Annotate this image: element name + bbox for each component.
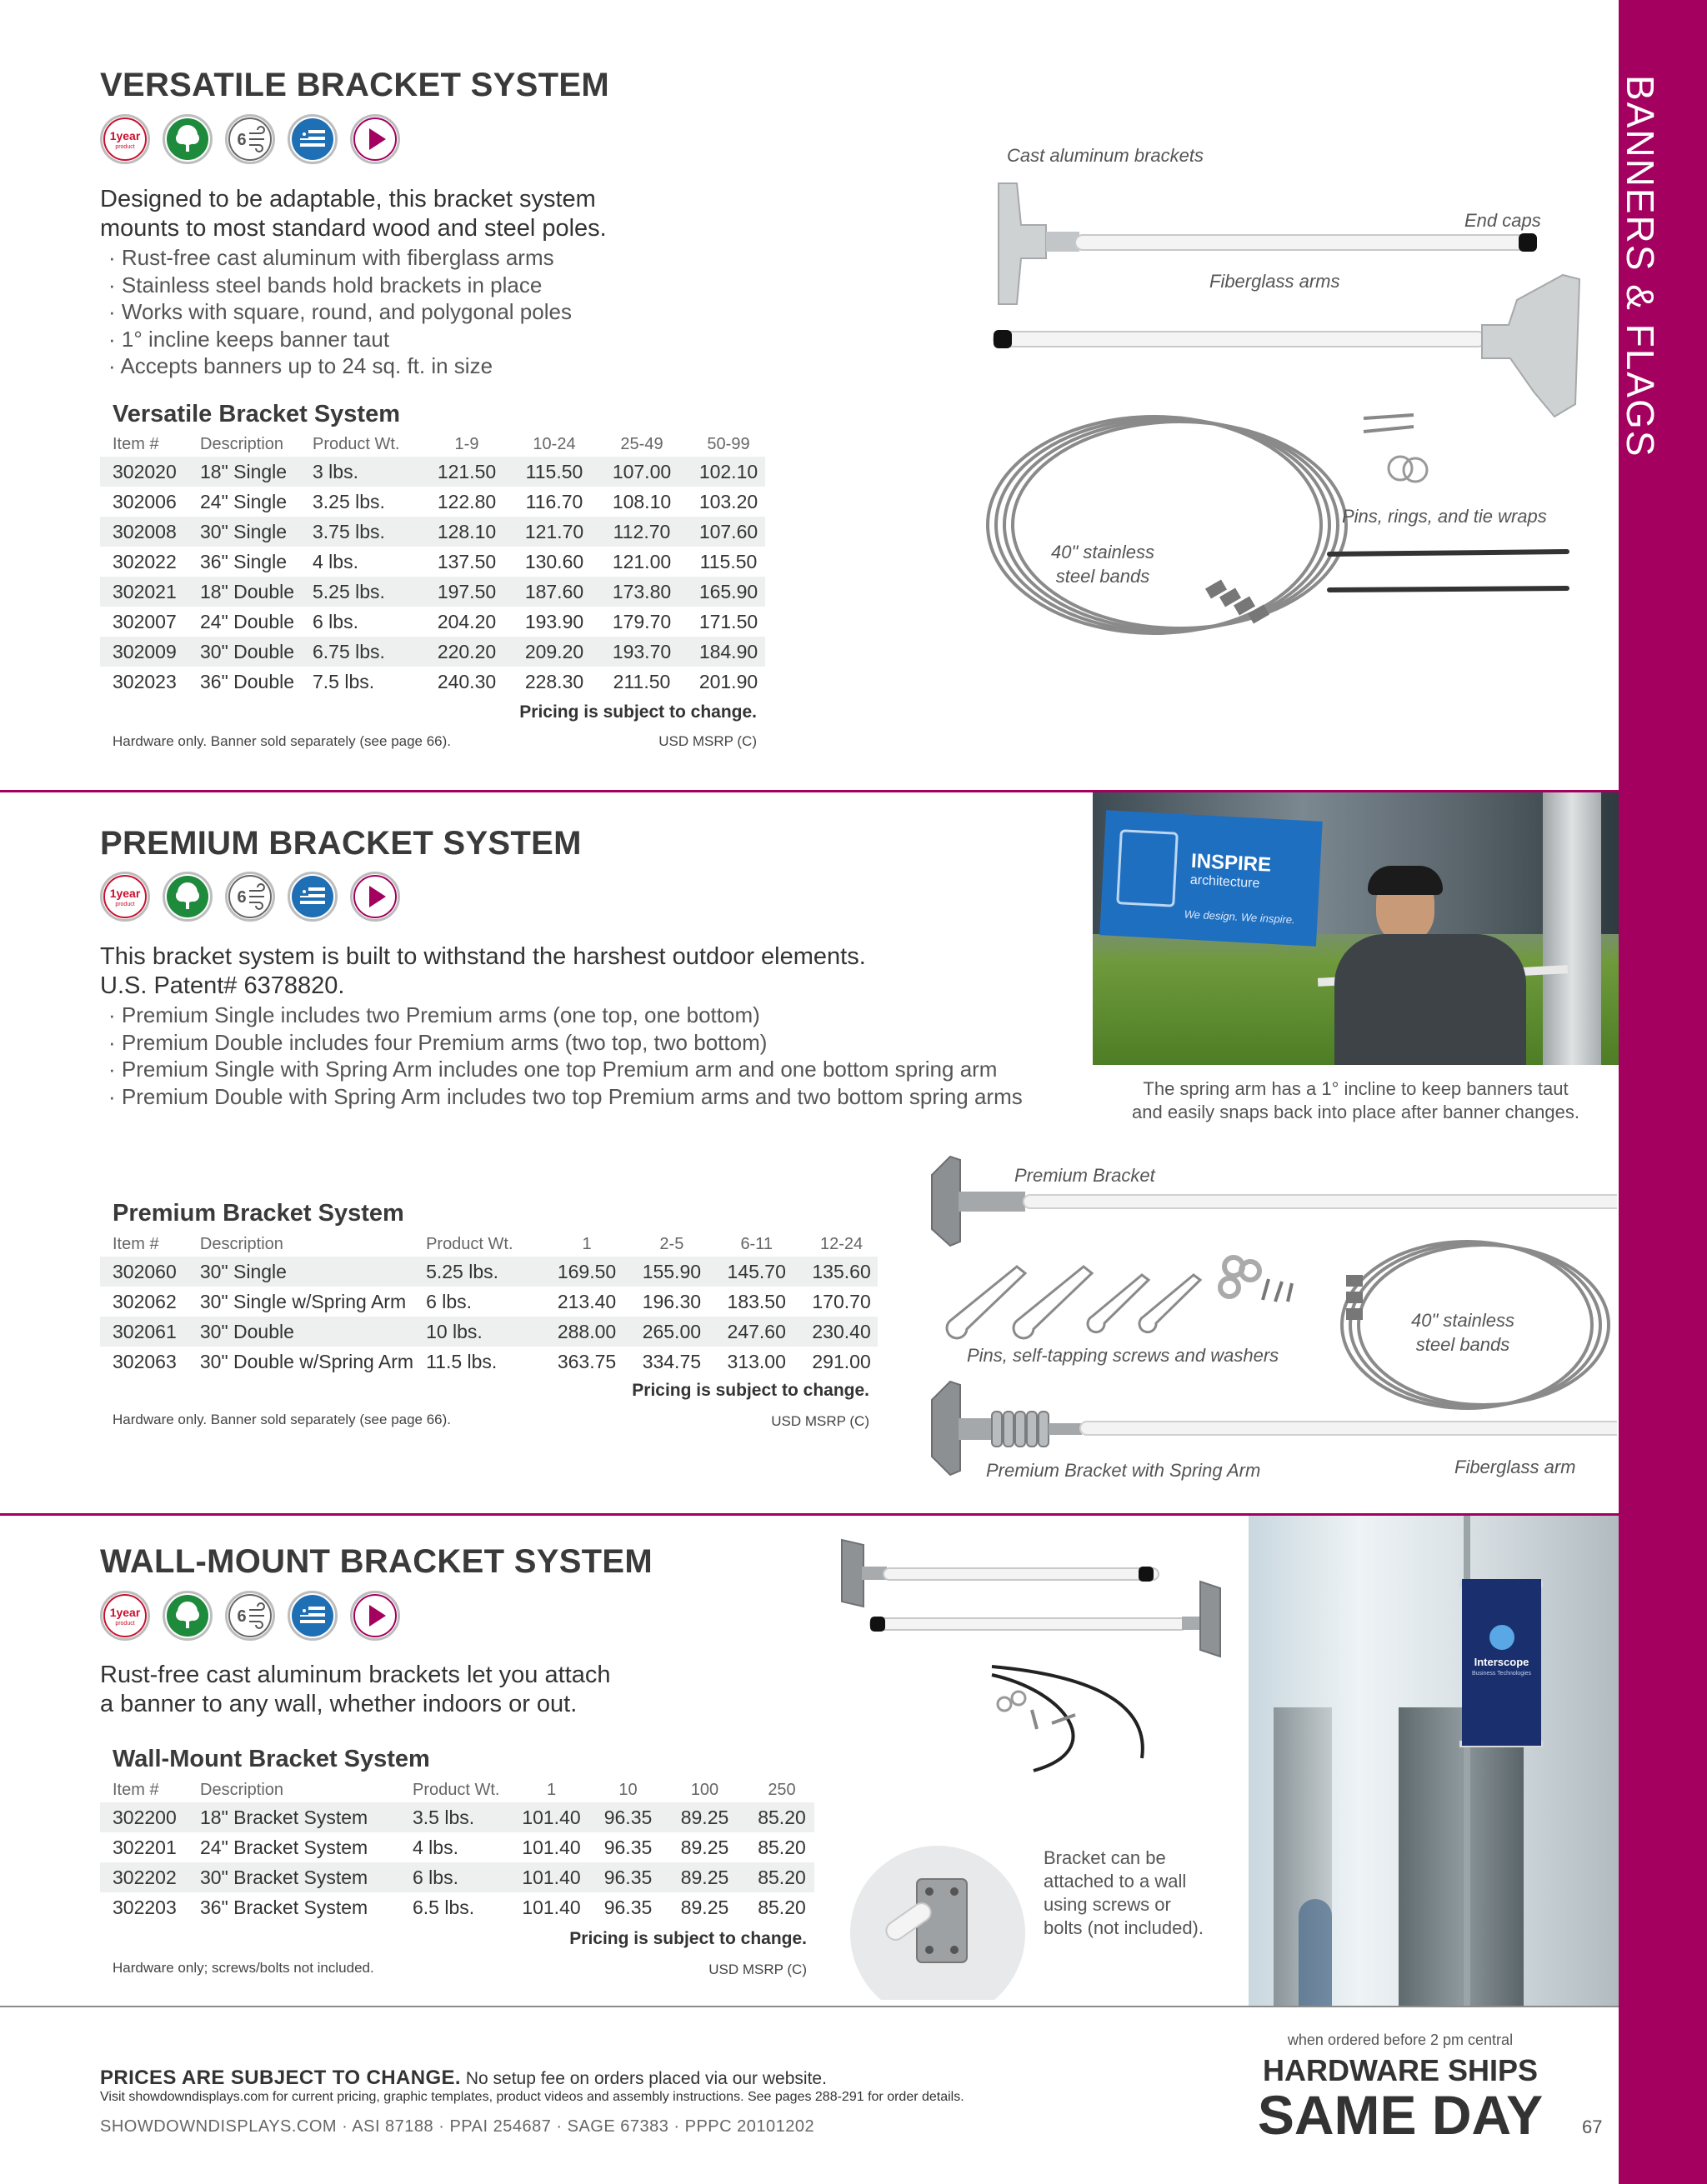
cast-bracket-top — [999, 183, 1079, 304]
caption-fiberglass-arm: Fiberglass arm — [1454, 1457, 1576, 1477]
table-cell: 302203 — [113, 1896, 177, 1918]
versatile-intro — [100, 185, 607, 243]
column-header: Item # — [113, 434, 159, 453]
caption-steel-bands-line-1: 40" stainless — [1411, 1310, 1514, 1331]
column-header: 2-5 — [659, 1234, 684, 1253]
feature-item: · Premium Single with Spring Arm includes one top Premium arm and one bottom spring arm — [108, 1056, 1023, 1083]
feature-item: · Premium Double with Spring Arm includes two top Premium arms and two bottom spring arms — [108, 1083, 1023, 1111]
premium-title: PREMIUM BRACKET SYSTEM — [100, 825, 582, 862]
table-cell: 204.20 — [437, 610, 497, 632]
premium-badge-row — [100, 872, 400, 922]
table-cell: 30" Single — [200, 520, 288, 542]
table-cell: 24" Single — [200, 490, 288, 512]
svg-text:product: product — [115, 144, 135, 150]
wind-rating-icon — [225, 1591, 275, 1641]
ship-note-small: when ordered before 2 pm central — [1287, 2032, 1514, 2048]
table-cell: 115.50 — [699, 550, 758, 572]
table-row — [100, 667, 765, 697]
table-cell: 184.90 — [698, 640, 758, 662]
premium-patent-line: U.S. Patent# 6378820. — [100, 972, 345, 999]
table-cell: 89.25 — [680, 1896, 729, 1918]
table-cell: 6 lbs. — [313, 610, 358, 632]
table-cell: 122.80 — [437, 490, 497, 512]
table-cell: 201.90 — [698, 670, 758, 692]
table-cell: 145.70 — [727, 1260, 786, 1282]
footer-divider — [0, 2006, 1619, 2007]
photo-person-blur — [1299, 1899, 1332, 2006]
svg-text:6: 6 — [237, 888, 247, 907]
photo-pole — [1543, 792, 1601, 1065]
table-cell: 30" Double — [199, 1320, 294, 1342]
table-cell: 302202 — [113, 1866, 177, 1888]
column-header: 250 — [768, 1780, 796, 1799]
wall-mount-table-title: Wall-Mount Bracket System — [113, 1746, 430, 1772]
table-cell: 302062 — [113, 1290, 177, 1312]
column-header: 25-49 — [620, 434, 663, 453]
table-cell: 30" Bracket System — [200, 1866, 368, 1888]
one-year-warranty-icon — [100, 1591, 150, 1641]
table-cell: 18" Bracket System — [200, 1806, 368, 1828]
usa-flag-icon — [288, 1591, 338, 1641]
ship-note-big: SAME DAY — [1257, 2084, 1544, 2146]
table-cell: 36" Single — [200, 550, 288, 572]
table-cell: 3.75 lbs. — [313, 520, 385, 542]
versatile-price-table — [100, 432, 765, 697]
caption-steel-bands-line-1: 40" stainless — [1051, 542, 1154, 562]
table-cell: 89.25 — [680, 1866, 729, 1888]
feature-item: · Premium Double includes four Premium arms (two top, two bottom) — [108, 1029, 1023, 1057]
wall-mount-price-table — [100, 1777, 814, 1922]
table-cell: 18" Double — [200, 580, 295, 602]
table-cell: 171.50 — [698, 610, 758, 632]
table-cell: 313.00 — [727, 1350, 786, 1372]
caption-steel-bands — [1049, 540, 1157, 588]
table-cell: 173.80 — [612, 580, 672, 602]
column-header: 6-11 — [740, 1234, 773, 1253]
table-cell: 36" Bracket System — [200, 1896, 368, 1918]
hardware-note: Hardware only. Banner sold separately (see page 66). — [113, 1412, 452, 1427]
banner-logo-icon — [1116, 829, 1179, 907]
usa-flag-icon — [288, 114, 338, 164]
caption-steel-bands-line-2: steel bands — [1055, 566, 1150, 587]
wall-bracket-top — [842, 1540, 1159, 1607]
table-cell: 179.70 — [612, 610, 672, 632]
wall-mount-title: WALL-MOUNT BRACKET SYSTEM — [100, 1543, 653, 1580]
table-cell: 302023 — [113, 670, 177, 692]
band-clamps — [1346, 1275, 1363, 1320]
versatile-features-list — [108, 244, 572, 380]
premium-photo-caption-line-2: and easily snaps back into place after banner changes. — [1132, 1102, 1579, 1122]
table-cell: 3.25 lbs. — [313, 490, 385, 512]
premium-table-title: Premium Bracket System — [113, 1200, 404, 1227]
wall-plate-closeup — [850, 1846, 1025, 2000]
versatile-table-title: Versatile Bracket System — [113, 401, 400, 427]
stainless-steel-bands — [988, 417, 1346, 633]
table-cell: 155.90 — [642, 1260, 702, 1282]
hardware-note: Hardware only. Banner sold separately (see page 66). — [113, 733, 452, 749]
end-cap-icon — [1519, 233, 1537, 252]
banner-title: Interscope — [1474, 1656, 1529, 1668]
pricing-note: Pricing is subject to change. — [569, 1929, 807, 1948]
table-cell: 96.35 — [603, 1836, 653, 1858]
table-cell: 363.75 — [557, 1350, 617, 1372]
table-cell: 183.50 — [727, 1290, 786, 1312]
versatile-badge-row — [100, 114, 400, 164]
video-play-icon[interactable] — [350, 114, 400, 164]
table-row — [100, 1287, 878, 1317]
footer-prices-line — [100, 2067, 827, 2090]
end-cap-icon — [994, 330, 1012, 348]
caption-fiberglass-arms: Fiberglass arms — [1209, 271, 1340, 292]
premium-price-table — [100, 1232, 878, 1377]
table-cell: 89.25 — [680, 1806, 729, 1828]
versatile-intro-line-2: mounts to most standard wood and steel poles. — [100, 215, 607, 242]
table-cell: 85.20 — [758, 1866, 806, 1888]
table-cell: 196.30 — [642, 1290, 702, 1312]
table-row — [100, 1832, 814, 1862]
column-header: Product Wt. — [426, 1234, 513, 1253]
feature-item: · Rust-free cast aluminum with fiberglass arms — [108, 244, 572, 272]
footer-visit-line: Visit showdowndisplays.com for current pricing, graphic templates, product videos and assembly instructions. See pages 288-291 for order details. — [100, 2090, 964, 2104]
premium-pins — [947, 1267, 1200, 1338]
table-cell: 170.70 — [812, 1290, 871, 1312]
table-cell: 228.30 — [524, 670, 584, 692]
caption-cast-aluminum: Cast aluminum brackets — [1007, 145, 1204, 166]
wall-mount-intro — [100, 1661, 610, 1719]
column-header: 50-99 — [707, 434, 750, 453]
table-cell: 101.40 — [522, 1896, 581, 1918]
table-header-row — [100, 1232, 878, 1257]
table-cell: 30" Double w/Spring Arm — [199, 1350, 414, 1372]
feature-item: · Works with square, round, and polygonal poles — [108, 298, 572, 326]
table-row — [100, 1802, 814, 1832]
footer-prices-rest: No setup fee on orders placed via our website. — [461, 2069, 827, 2088]
premium-intro-line-1: This bracket system is built to withstand the harshest outdoor elements. — [100, 943, 866, 970]
table-cell: 302008 — [113, 520, 177, 542]
column-header: 100 — [690, 1780, 719, 1799]
table-cell: 165.90 — [698, 580, 758, 602]
table-cell: 6 lbs. — [413, 1866, 458, 1888]
table-cell: 302201 — [113, 1836, 177, 1858]
table-cell: 115.50 — [525, 460, 583, 482]
table-cell: 302022 — [113, 550, 177, 572]
table-cell: 240.30 — [437, 670, 497, 692]
table-cell: 187.60 — [524, 580, 584, 602]
column-header: 1-9 — [454, 434, 479, 453]
wall-mount-caption-line: attached to a wall — [1044, 1871, 1187, 1892]
premium-photo-caption-line-1: The spring arm has a 1° incline to keep banners taut — [1143, 1078, 1569, 1099]
one-year-warranty-icon — [100, 114, 150, 164]
table-cell: 101.40 — [522, 1866, 581, 1888]
table-cell: 302007 — [113, 610, 177, 632]
table-row — [100, 1317, 878, 1347]
column-header: 1 — [546, 1780, 557, 1799]
wall-mount-intro-line-1: Rust-free cast aluminum brackets let you attach — [100, 1662, 611, 1688]
column-header: 12-24 — [819, 1234, 864, 1253]
column-header: Description — [199, 1234, 283, 1253]
band-clamps — [1205, 579, 1269, 623]
svg-text:1year: 1year — [109, 1606, 141, 1619]
column-header: 10-24 — [533, 434, 576, 453]
banner-subtitle: architecture — [1189, 872, 1260, 892]
table-cell: 302009 — [113, 640, 177, 662]
table-cell: 247.60 — [727, 1320, 786, 1342]
table-cell: 85.20 — [758, 1896, 806, 1918]
table-cell: 85.20 — [758, 1836, 806, 1858]
wall-mount-caption-line: Bracket can be — [1044, 1847, 1166, 1868]
side-tab-label: BANNERS & FLAGS — [1619, 75, 1662, 458]
versatile-intro-line-1: Designed to be adaptable, this bracket system — [100, 186, 596, 212]
table-cell: 36" Double — [200, 670, 295, 692]
table-cell: 24" Bracket System — [200, 1836, 368, 1858]
table-row — [100, 1892, 814, 1922]
table-cell: 288.00 — [557, 1320, 617, 1342]
photo-hanging-banner — [1462, 1579, 1541, 1746]
currency-note: USD MSRP (C) — [708, 1962, 807, 1977]
table-cell: 96.35 — [603, 1896, 653, 1918]
banner-subtitle: Business Technologies — [1471, 1671, 1532, 1677]
table-cell: 85.20 — [758, 1806, 806, 1828]
table-row — [100, 1257, 878, 1287]
column-header: Product Wt. — [313, 434, 400, 453]
table-row — [100, 487, 765, 517]
column-header: Description — [200, 1780, 284, 1799]
table-cell: 24" Double — [200, 610, 295, 632]
table-cell: 112.70 — [613, 520, 671, 542]
wall-hardware — [992, 1667, 1143, 1771]
column-header: 1 — [582, 1234, 592, 1253]
table-cell: 5.25 lbs. — [426, 1260, 499, 1282]
svg-text:1year: 1year — [109, 887, 141, 900]
versatile-title: VERSATILE BRACKET SYSTEM — [100, 67, 609, 103]
table-cell: 96.35 — [603, 1806, 653, 1828]
caption-spring-arm: Premium Bracket with Spring Arm — [986, 1460, 1261, 1481]
table-row — [100, 607, 765, 637]
video-play-icon[interactable] — [350, 1591, 400, 1641]
versatile-product-illustration — [950, 167, 1600, 700]
table-cell: 101.40 — [522, 1806, 581, 1828]
column-header: 10 — [618, 1780, 638, 1799]
table-row — [100, 1862, 814, 1892]
table-cell: 197.50 — [437, 580, 497, 602]
table-header-row — [100, 432, 765, 457]
tie-wraps — [1329, 552, 1567, 590]
premium-features-list — [108, 1002, 1023, 1110]
pricing-note: Pricing is subject to change. — [632, 1381, 869, 1400]
table-row — [100, 1347, 878, 1377]
table-cell: 211.50 — [613, 670, 671, 692]
table-cell: 302200 — [113, 1806, 177, 1828]
table-cell: 5.25 lbs. — [313, 580, 385, 602]
wall-mount-caption — [1044, 1847, 1204, 1940]
table-cell: 302006 — [113, 490, 177, 512]
table-header-row — [100, 1777, 814, 1802]
table-cell: 220.20 — [437, 640, 497, 662]
svg-text:6: 6 — [237, 1607, 247, 1626]
table-cell: 130.60 — [524, 550, 584, 572]
usa-flag-icon — [288, 872, 338, 922]
wind-rating-icon — [225, 114, 275, 164]
table-cell: 334.75 — [642, 1350, 702, 1372]
table-cell: 102.10 — [698, 460, 758, 482]
table-row — [100, 457, 765, 487]
table-cell: 96.35 — [603, 1866, 653, 1888]
photo-banner — [1099, 810, 1322, 946]
table-cell: 11.5 lbs. — [426, 1350, 498, 1372]
table-row — [100, 517, 765, 547]
wall-mount-badge-row — [100, 1591, 400, 1641]
fiberglass-arm-bottom — [994, 332, 1485, 347]
tree-icon — [163, 872, 213, 922]
feature-item: · Premium Single includes two Premium arms (one top, one bottom) — [108, 1002, 1023, 1029]
svg-text:product: product — [115, 1621, 135, 1627]
column-header: Description — [200, 434, 284, 453]
svg-text:1year: 1year — [109, 129, 141, 142]
table-cell: 107.00 — [612, 460, 672, 482]
pricing-note: Pricing is subject to change. — [519, 702, 757, 722]
table-cell: 302020 — [113, 460, 177, 482]
currency-note: USD MSRP (C) — [658, 733, 757, 749]
footer-prices-bold: PRICES ARE SUBJECT TO CHANGE. — [100, 2067, 461, 2089]
caption-end-caps: End caps — [1464, 210, 1541, 231]
screws-and-washers — [1220, 1257, 1292, 1302]
table-cell: 6 lbs. — [426, 1290, 473, 1312]
table-cell: 121.70 — [524, 520, 584, 542]
feature-item: · 1° incline keeps banner taut — [108, 326, 572, 353]
table-row — [100, 637, 765, 667]
table-cell: 230.40 — [812, 1320, 871, 1342]
svg-text:product: product — [115, 902, 135, 907]
svg-text:6: 6 — [237, 131, 247, 149]
table-cell: 135.60 — [812, 1260, 871, 1282]
table-cell: 169.50 — [557, 1260, 617, 1282]
one-year-warranty-icon — [100, 872, 150, 922]
wall-bracket-bottom — [870, 1582, 1220, 1657]
table-cell: 121.50 — [437, 460, 497, 482]
table-cell: 89.25 — [680, 1836, 729, 1858]
table-cell: 302021 — [113, 580, 177, 602]
column-header: Item # — [113, 1234, 159, 1253]
table-cell: 121.00 — [612, 550, 672, 572]
caption-premium-steel-bands — [1409, 1308, 1517, 1357]
caption-premium-pins: Pins, self-tapping screws and washers — [967, 1345, 1279, 1366]
photo-person-sweater — [1334, 934, 1526, 1065]
table-cell: 193.70 — [612, 640, 672, 662]
banner-title: INSPIRE — [1190, 849, 1272, 877]
banner-tagline: We design. We inspire. — [1184, 907, 1296, 927]
video-play-icon[interactable] — [350, 872, 400, 922]
table-cell: 193.90 — [524, 610, 584, 632]
table-cell: 291.00 — [812, 1350, 871, 1372]
feature-item: · Stainless steel bands hold brackets in place — [108, 272, 572, 299]
banner-logo-icon — [1489, 1625, 1514, 1650]
premium-intro — [100, 942, 866, 1001]
table-cell: 108.10 — [612, 490, 672, 512]
column-header: Product Wt. — [413, 1780, 500, 1799]
photo-elevator-door — [1399, 1707, 1524, 2006]
table-cell: 137.50 — [437, 550, 497, 572]
premium-product-photo — [1093, 792, 1619, 1065]
table-cell: 209.20 — [524, 640, 584, 662]
table-cell: 302061 — [113, 1320, 177, 1342]
tree-icon — [163, 114, 213, 164]
table-cell: 107.60 — [698, 520, 758, 542]
table-cell: 10 lbs. — [426, 1320, 483, 1342]
table-cell: 6.5 lbs. — [413, 1896, 475, 1918]
table-cell: 213.40 — [557, 1290, 617, 1312]
table-cell: 101.40 — [522, 1836, 581, 1858]
feature-item: · Accepts banners up to 24 sq. ft. in size — [108, 352, 572, 380]
currency-note: USD MSRP (C) — [771, 1413, 869, 1429]
table-cell: 30" Double — [200, 640, 295, 662]
photo-person-hair — [1368, 866, 1443, 895]
wall-mount-caption-line: using screws or — [1044, 1894, 1171, 1915]
table-cell: 7.5 lbs. — [313, 670, 375, 692]
caption-premium-bracket: Premium Bracket — [1014, 1165, 1155, 1186]
table-row — [100, 577, 765, 607]
hardware-note: Hardware only; screws/bolts not included. — [113, 1960, 374, 1976]
wind-rating-icon — [225, 872, 275, 922]
table-cell: 265.00 — [642, 1320, 702, 1342]
fiberglass-arm-top — [1075, 235, 1534, 250]
table-cell: 30" Single w/Spring Arm — [199, 1290, 407, 1312]
table-cell: 18" Single — [200, 460, 288, 482]
cast-bracket-bottom — [1482, 275, 1579, 417]
table-cell: 4 lbs. — [313, 550, 358, 572]
caption-pins-rings: Pins, rings, and tie wraps — [1342, 506, 1547, 527]
table-cell: 6.75 lbs. — [313, 640, 385, 662]
table-cell: 3.5 lbs. — [413, 1806, 475, 1828]
wall-mount-caption-line: bolts (not included). — [1044, 1917, 1204, 1938]
premium-photo-caption — [1093, 1077, 1619, 1124]
table-row — [100, 547, 765, 577]
footer-ids-line: SHOWDOWNDISPLAYS.COM · ASI 87188 · PPAI 254687 · SAGE 67383 · PPPC 20101202 — [100, 2117, 815, 2136]
table-cell: 103.20 — [698, 490, 758, 512]
table-cell: 302060 — [113, 1260, 177, 1282]
column-header: Item # — [113, 1780, 159, 1799]
table-cell: 128.10 — [437, 520, 497, 542]
table-cell: 4 lbs. — [413, 1836, 458, 1858]
table-cell: 30" Single — [199, 1260, 287, 1282]
wall-mount-photo — [1249, 1516, 1619, 2006]
wall-mount-intro-line-2: a banner to any wall, whether indoors or out. — [100, 1691, 578, 1717]
table-cell: 3 lbs. — [313, 460, 358, 482]
caption-steel-bands-line-2: steel bands — [1415, 1334, 1510, 1355]
table-cell: 116.70 — [525, 490, 583, 512]
page-number: 67 — [1582, 2117, 1603, 2137]
tree-icon — [163, 1591, 213, 1641]
table-cell: 302063 — [113, 1350, 177, 1372]
ship-note-mid: HARDWARE SHIPS — [1262, 2053, 1539, 2087]
pins-and-rings — [1364, 415, 1427, 482]
